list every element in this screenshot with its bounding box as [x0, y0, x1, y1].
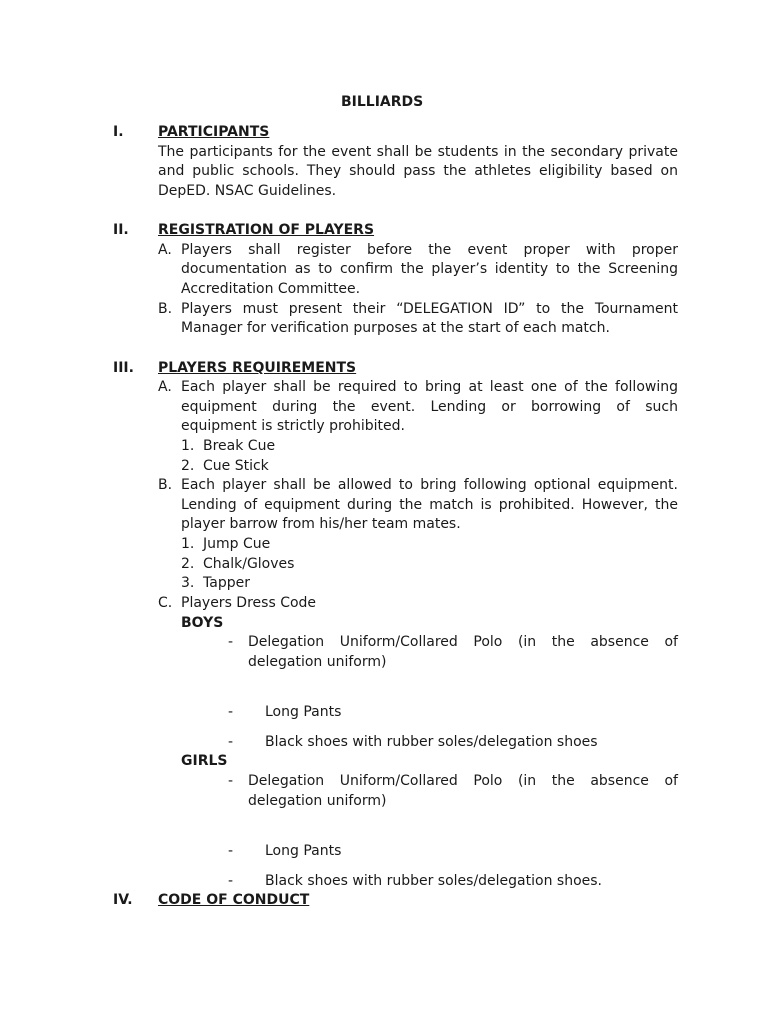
list-item-line: Players shall register before the event proper with proper	[181, 242, 678, 258]
dress-code-item: Delegation Uniform/Collared Polo (in the absence of	[248, 773, 678, 789]
list-item-line: Manager for verification purposes at the start of each match.	[181, 320, 610, 336]
list-marker: A.	[158, 379, 172, 395]
list-item-line: Each player shall be allowed to bring following optional equipment.	[181, 477, 678, 493]
section-4-heading: CODE OF CONDUCT	[158, 892, 310, 908]
list-item-line: equipment is strictly prohibited.	[181, 418, 405, 434]
sub-list-marker: 1.	[181, 536, 195, 552]
dash-bullet: -	[228, 704, 234, 720]
list-marker: B.	[158, 301, 173, 317]
list-item-line: player barrow from his/her team mates.	[181, 516, 461, 532]
sub-list-item: Jump Cue	[203, 536, 271, 552]
dash-bullet: -	[228, 734, 234, 750]
list-item-line: Lending of equipment during the match is prohibited. However, the	[181, 497, 678, 513]
dress-code-item: delegation uniform)	[248, 793, 387, 809]
list-item-line: documentation as to confirm the player’s identity to the Screening	[181, 261, 678, 277]
girls-label: GIRLS	[181, 753, 228, 769]
list-item-line: equipment during the event. Lending or borrowing of such	[181, 399, 678, 415]
dash-bullet: -	[228, 773, 234, 789]
dash-bullet: -	[228, 634, 234, 650]
dress-code-item: delegation uniform)	[248, 654, 387, 670]
section-4-numeral: IV.	[113, 892, 133, 908]
dress-code-item: Black shoes with rubber soles/delegation shoes	[265, 734, 598, 750]
section-1-body-line: The participants for the event shall be students in the secondary private	[158, 144, 678, 160]
list-marker: C.	[158, 595, 173, 611]
document-title: BILLIARDS	[341, 94, 424, 110]
sub-list-item: Cue Stick	[203, 458, 269, 474]
list-item-line: Players must present their “DELEGATION ID” to the Tournament	[181, 301, 678, 317]
dash-bullet: -	[228, 843, 234, 859]
list-item-line: Each player shall be required to bring at least one of the following	[181, 379, 678, 395]
boys-label: BOYS	[181, 615, 224, 631]
section-2-numeral: II.	[113, 222, 129, 238]
sub-list-marker: 2.	[181, 556, 195, 572]
section-1-body-line: DepED. NSAC Guidelines.	[158, 183, 337, 199]
sub-list-marker: 1.	[181, 438, 195, 454]
section-2-heading: REGISTRATION OF PLAYERS	[158, 222, 375, 238]
section-1-body-line: and public schools. They should pass the athletes eligibility based on	[158, 163, 678, 179]
list-item-line: Players Dress Code	[181, 595, 317, 611]
sub-list-marker: 2.	[181, 458, 195, 474]
sub-list-item: Chalk/Gloves	[203, 556, 295, 572]
dash-bullet: -	[228, 873, 234, 889]
list-marker: B.	[158, 477, 173, 493]
sub-list-item: Tapper	[203, 575, 250, 591]
dress-code-item: Long Pants	[265, 704, 342, 720]
dress-code-item: Delegation Uniform/Collared Polo (in the absence of	[248, 634, 678, 650]
section-3-heading: PLAYERS REQUIREMENTS	[158, 360, 357, 376]
section-1-heading: PARTICIPANTS	[158, 124, 270, 140]
dress-code-item: Long Pants	[265, 843, 342, 859]
section-1-numeral: I.	[113, 124, 124, 140]
section-3-numeral: III.	[113, 360, 134, 376]
sub-list-item: Break Cue	[203, 438, 276, 454]
list-marker: A.	[158, 242, 172, 258]
sub-list-marker: 3.	[181, 575, 195, 591]
list-item-line: Accreditation Committee.	[181, 281, 361, 297]
dress-code-item: Black shoes with rubber soles/delegation shoes.	[265, 873, 602, 889]
